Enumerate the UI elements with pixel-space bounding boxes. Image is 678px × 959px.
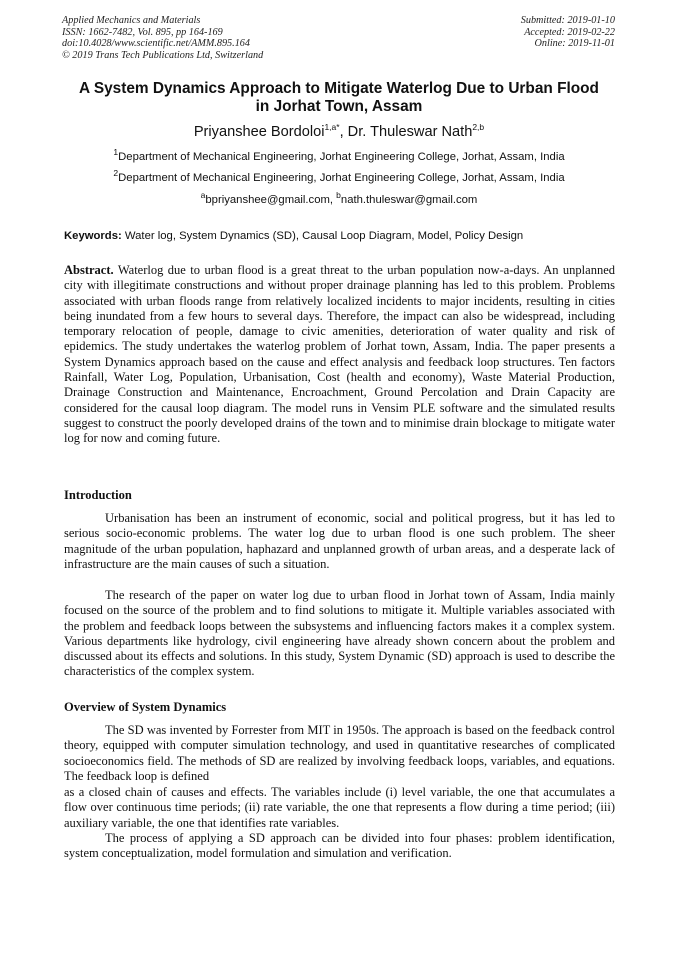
abstract-text: Waterlog due to urban flood is a great threat to the urban population now-a-days. An unplanned city with illegitimate constructions and without proper drainage planning has led to this problem. Problems associated with urban floods range from relatively localized incidents to major incidents, resulting in cities being inundated from a few hours to several days. Therefore, the impact can also be widespread, including temporary relocation of people, damage to civic amenities, deterioration of water quality and risk of epidemics. The study undertakes the waterlog problem of Jorhat town, Assam, India. The paper presents a System Dynamics approach based on the cause and effect analysis and feedback loop structures. Ten factors Rainfall, Water Log, Population, Urbanisation, Cost (health and economy), Waste Material Production, Drainage Construction and Maintenance, Encroachment, Ground Percolation and Drain Capacity are considered for the causal loop diagram. The model runs in Vensim PLE software and the simulated results suggest to construct the poorly developed drains of the town and to minimise drain blockage to mitigate water log for now and coming future. (64, 263, 615, 446)
keywords-text: Water log, System Dynamics (SD), Causal Loop Diagram, Model, Policy Design (121, 230, 524, 242)
overview-paragraph-2 (64, 785, 615, 831)
email-a: bpriyanshee@gmail.com, (205, 194, 337, 206)
journal-name: Applied Mechanics and Materials (62, 15, 201, 26)
publication-dates (521, 15, 615, 50)
email-a-marker: a (200, 190, 206, 201)
submitted-date: Submitted: 2019-01-10 (520, 15, 615, 26)
affiliation-1-marker: 1 (113, 147, 119, 158)
journal-info (62, 15, 263, 61)
author-1-marker: 1,a* (324, 122, 340, 133)
affiliation-1-text: Department of Mechanical Engineering, Jorhat Engineering College, Jorhat, Assam, India (118, 151, 565, 163)
introduction-paragraph-1 (64, 511, 615, 572)
introduction-heading: Introduction (64, 488, 132, 502)
author-list (40, 123, 638, 141)
title-line-1: A System Dynamics Approach to Mitigate Waterlog Due to Urban Flood (79, 80, 599, 97)
doi-line: doi:10.4028/www.scientific.net/AMM.895.164 (62, 38, 250, 50)
author-emails (40, 190, 638, 207)
overview-heading: Overview of System Dynamics (64, 700, 227, 714)
keywords (64, 229, 616, 243)
paragraph-text: The SD was invented by Forrester from MIT in 1950s. The approach is based on the feedback control theory, equipped with computer simulation technology, and used in quantitative researches of complicated socioeconomics field. The methods of SD are realized by involving feedback loops, variables, and equations. The feedback loop is defined (64, 723, 615, 783)
issn-line: ISSN: 1662-7482, Vol. 895, pp 164-169 (62, 26, 223, 38)
affiliation-1 (40, 147, 638, 164)
accepted-date: Accepted: 2019-02-22 (524, 26, 615, 38)
paper-title (40, 80, 638, 116)
introduction-paragraph-2 (64, 588, 615, 680)
affiliation-2-text: Department of Mechanical Engineering, Jorhat Engineering College, Jorhat, Assam, India (118, 172, 565, 184)
affiliation-2 (40, 168, 638, 185)
copyright-line: © 2019 Trans Tech Publications Ltd, Switzerland (62, 49, 264, 61)
author-2-marker: 2,b (472, 122, 485, 133)
affiliation-2-marker: 2 (113, 168, 119, 179)
author-1: Priyanshee Bordoloi (193, 124, 325, 140)
online-date: Online: 2019-11-01 (534, 38, 615, 50)
keywords-label: Keywords: (64, 230, 122, 242)
paragraph-text: The process of applying a SD approach can be divided into four phases: problem identification, system conceptualization, model formulation and simulation and verification. (64, 831, 615, 861)
abstract (64, 263, 615, 447)
title-line-2: in Jorhat Town, Assam (255, 98, 423, 115)
paragraph-text: Urbanisation has been an instrument of economic, social and political progress, but it has led to serious socio-economic problems. The water log due to urban flood is one such problem. The sheer magnitude of the urban population, haphazard and unplanned growth of urban areas, and a desperate lack of infrastructure are the main causes of such a situation. (64, 511, 615, 571)
email-b-marker: b (336, 190, 341, 201)
paragraph-text: The research of the paper on water log due to urban flood in Jorhat town of Assam, India mainly focused on the source of the problem and to find solutions to mitigate it. Multiple variables associated with the problem and feedback loops between the subsystems and influencing factors makes it a complex system. Various departments like hydrology, civil engineering have already shown concern about the problem and discussed about its effects and solutions. In this study, System Dynamic (SD) approach is used to describe the characteristics of the complex system. (64, 588, 615, 679)
email-b: nath.thuleswar@gmail.com (340, 194, 478, 206)
abstract-label: Abstract. (64, 263, 114, 277)
paragraph-text: as a closed chain of causes and effects. The variables include (i) level variable, the one that accumulates a flow over continuous time periods; (ii) rate variable, the one that represents a flow during a time period; (iii) auxiliary variable, the one that identifies rate variables. (64, 785, 615, 830)
overview-paragraph-3 (64, 831, 615, 862)
author-2: , Dr. Thuleswar Nath (339, 124, 473, 140)
overview-paragraph-1 (64, 723, 615, 784)
